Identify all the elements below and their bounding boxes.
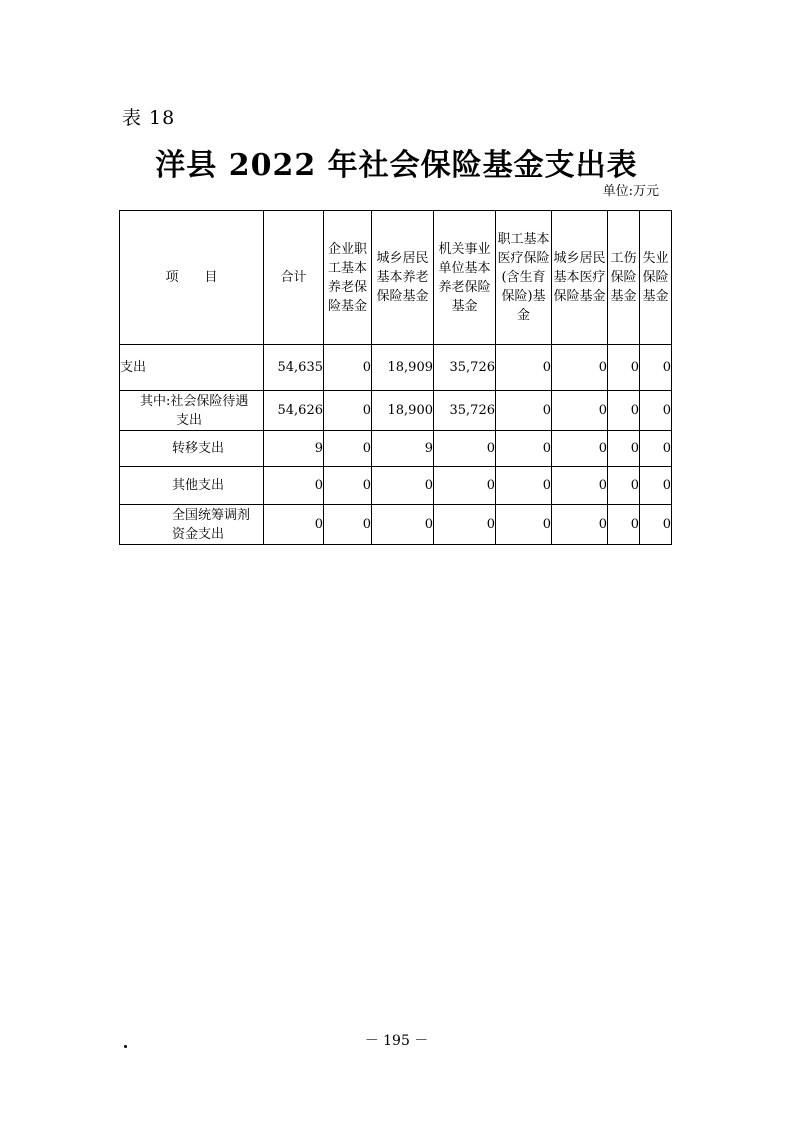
row-label-line1: 其中:社会保险待遇 [140, 393, 249, 409]
cell: 0 [324, 467, 372, 505]
header-enterprise-pension: 企业职工基本养老保险基金 [324, 211, 372, 345]
header-total: 合计 [264, 211, 324, 345]
cell: 0 [640, 431, 672, 467]
cell: 0 [552, 467, 608, 505]
cell: 0 [496, 345, 552, 391]
cell: 0 [552, 345, 608, 391]
row-label-line1: 全国统筹调剂 [172, 507, 251, 523]
header-institution-pension: 机关事业单位基本养老保险基金 [434, 211, 496, 345]
cell: 35,726 [434, 391, 496, 431]
row-label: 转移支出 [120, 431, 264, 467]
row-label [120, 505, 264, 545]
cell: 0 [264, 467, 324, 505]
header-item: 项 目 [120, 211, 264, 345]
row-label: 支出 [120, 345, 264, 391]
page-number: － 195 － [364, 1033, 429, 1049]
cell: 0 [608, 345, 640, 391]
page-title: 洋县 2022 年社会保险基金支出表 [155, 148, 638, 183]
cell: 0 [434, 505, 496, 545]
cell: 9 [264, 431, 324, 467]
cell: 0 [324, 391, 372, 431]
cell: 0 [496, 505, 552, 545]
cell: 0 [552, 431, 608, 467]
header-resident-medical: 城乡居民基本医疗保险基金 [552, 211, 608, 345]
table-row [120, 467, 672, 505]
cell: 0 [640, 505, 672, 545]
table-row [120, 431, 672, 467]
header-work-injury: 工伤保险基金 [608, 211, 640, 345]
cell: 18,909 [372, 345, 434, 391]
cell: 0 [434, 431, 496, 467]
cell: 0 [608, 467, 640, 505]
cell: 0 [324, 345, 372, 391]
cell: 0 [434, 467, 496, 505]
row-label-line2: 资金支出 [172, 526, 225, 542]
table-row [120, 345, 672, 391]
table-row [120, 391, 672, 431]
cell: 0 [496, 467, 552, 505]
cell: 0 [324, 505, 372, 545]
row-label [120, 391, 264, 431]
header-resident-pension: 城乡居民基本养老保险基金 [372, 211, 434, 345]
cell: 54,635 [264, 345, 324, 391]
cell: 0 [264, 505, 324, 545]
table-row [120, 505, 672, 545]
cell: 0 [608, 505, 640, 545]
row-label: 其他支出 [120, 467, 264, 505]
cell: 0 [372, 505, 434, 545]
header-employee-medical: 职工基本医疗保险(含生育保险)基金 [496, 211, 552, 345]
cell: 18,900 [372, 391, 434, 431]
table-number: 表 18 [122, 107, 176, 129]
cell: 0 [496, 391, 552, 431]
cell: 0 [640, 345, 672, 391]
cell: 0 [324, 431, 372, 467]
cell: 0 [552, 391, 608, 431]
cell: 0 [608, 391, 640, 431]
unit-label: 单位:万元 [602, 184, 659, 199]
cell: 9 [372, 431, 434, 467]
stray-dot [124, 1045, 127, 1048]
cell: 0 [608, 431, 640, 467]
header-row [120, 211, 672, 345]
cell: 35,726 [434, 345, 496, 391]
expenditure-table [119, 210, 672, 545]
cell: 0 [372, 467, 434, 505]
row-label-line2: 支出 [176, 412, 203, 428]
cell: 0 [640, 391, 672, 431]
cell: 54,626 [264, 391, 324, 431]
cell: 0 [640, 467, 672, 505]
cell: 0 [496, 431, 552, 467]
cell: 0 [552, 505, 608, 545]
header-unemployment: 失业保险基金 [640, 211, 672, 345]
